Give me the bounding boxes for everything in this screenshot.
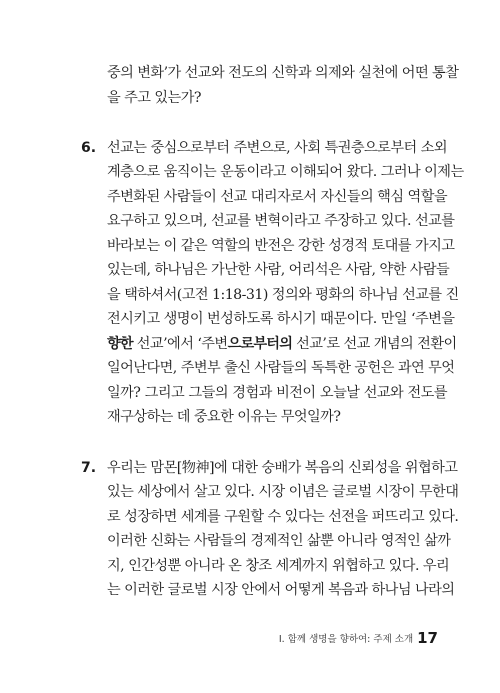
emphasis-text: 으로부터의 <box>227 336 293 352</box>
running-head: I. 함께 생명을 향하여: 주제 소개 <box>278 634 414 645</box>
text-line: 계층으로 움직이는 운동이라고 이해되어 왔다. 그러나 이제는 <box>107 164 464 180</box>
text-line: 일어난다면, 주변부 출신 사람들의 독특한 공헌은 과연 무엇 <box>107 360 455 376</box>
item-number-6: 6. <box>81 140 97 156</box>
text-line: 요구하고 있으며, 선교를 변혁이라고 주장하고 있다. 선교를 <box>107 213 455 229</box>
text-line: 로 성장하면 세계를 구원할 수 있다는 선전을 퍼뜨리고 있다. <box>107 509 459 525</box>
text-line: 전시키고 생명이 번성하도록 하시기 때문이다. 만일 ‘주변을 <box>107 311 455 327</box>
item-number-7: 7. <box>81 460 97 476</box>
text-line: 재구상하는 데 중요한 이유는 무엇일까? <box>107 409 341 425</box>
text-line-with-emphasis <box>107 334 457 354</box>
text-line: 바라보는 이 같은 역할의 반전은 강한 성경적 토대를 가지고 <box>107 238 455 254</box>
text-line: 선교는 중심으로부터 주변으로, 사회 특권층으로부터 소외 <box>107 140 447 156</box>
text-line: 지, 인간성뿐 아니라 온 창조 세계까지 위협하고 있다. 우리 <box>107 558 450 574</box>
text-line: 있는 세상에서 살고 있다. 시장 이념은 글로벌 시장이 무한대 <box>107 484 459 500</box>
text-line: 을 택하셔서(고전 1:18-31) 정의와 평화의 하나님 선교를 진 <box>107 287 459 303</box>
text-line: 있는데, 하나님은 가난한 사람, 어리석은 사람, 약한 사람들 <box>107 262 450 278</box>
text-line: 일까? 그리고 그들의 경험과 비전이 오늘날 선교와 전도를 <box>107 385 447 401</box>
text-segment: 선교’에서 ‘주변 <box>132 336 228 352</box>
text-line: 이러한 신화는 사람들의 경제적인 삶뿐 아니라 영적인 삶까 <box>107 533 451 549</box>
text-line: 는 이러한 글로벌 시장 안에서 어떻게 복음과 하나님 나라의 <box>107 582 455 598</box>
page-footer <box>279 630 438 648</box>
text-segment: 선교’로 선교 개념의 전환이 <box>292 336 457 352</box>
emphasis-text: 향한 <box>107 336 133 352</box>
page-number: 17 <box>417 629 438 647</box>
text-line: 중의 변화’가 선교와 전도의 신학과 의제와 실천에 어떤 통찰 <box>107 65 459 81</box>
text-line: 을 주고 있는가? <box>107 90 201 106</box>
text-line: 주변화된 사람들이 선교 대리자로서 자신들의 핵심 역할을 <box>107 189 447 205</box>
text-line: 우리는 맘몬[物神]에 대한 숭배가 복음의 신뢰성을 위협하고 <box>107 460 458 476</box>
